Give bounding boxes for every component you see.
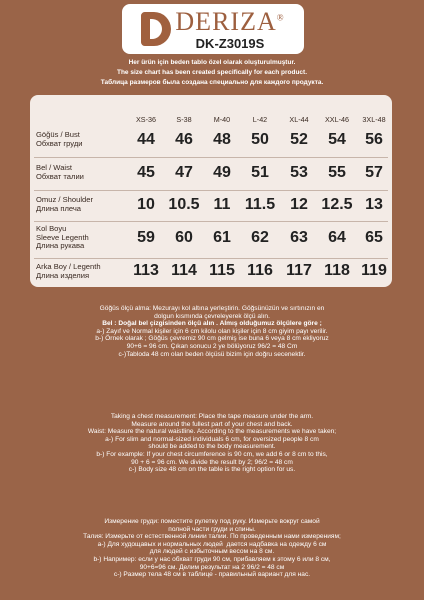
row-divider	[34, 157, 388, 158]
table-cell: 62	[251, 229, 269, 246]
table-cell: 50	[251, 131, 269, 148]
table-cell: 63	[290, 229, 308, 246]
note-line: для людей с избыточным весом на 8 см.	[149, 548, 275, 556]
table-cell: 116	[247, 262, 273, 279]
english-instructions	[0, 413, 424, 474]
brand-text-group	[175, 6, 285, 51]
size-chart-table	[30, 95, 392, 287]
table-cell: 12	[290, 196, 308, 213]
table-cell: 118	[324, 262, 350, 279]
table-cell: 45	[137, 164, 155, 181]
russian-instructions	[0, 518, 424, 579]
size-header: 3XL-48	[362, 115, 386, 124]
row-label: Göğüs / Bust Обхват груди	[36, 130, 83, 148]
row-label: Bel / Waist Обхват талии	[36, 163, 84, 181]
table-cell: 12.5	[321, 196, 353, 213]
table-cell: 44	[137, 131, 155, 148]
note-line: 90+6=96 см. Делим результат на 2 96/2 = 48 см	[139, 563, 285, 571]
table-cell: 65	[365, 229, 383, 246]
intro-text	[0, 58, 424, 88]
note-line: Измерение груди: поместите рулетку под руку. Измерьте вокруг самой	[104, 518, 320, 525]
note-line: Measure around the fullest part of your chest and back.	[131, 420, 293, 428]
table-cell: 59	[137, 229, 155, 246]
note-line: Waist: Measure the natural waistline. According to the measurements we have taken;	[87, 428, 337, 436]
note-line: Bel : Doğal bel çizgisinden ölçü alın . Almış olduğumuz ölçülere göre ;	[102, 320, 322, 328]
table-cell: 57	[365, 164, 383, 181]
table-row-sleeve	[30, 223, 392, 257]
table-row-length	[30, 259, 392, 287]
table-cell: 64	[328, 229, 346, 246]
note-line: 90 + 6 = 96 cm. We divide the result by 2; 96/2 = 48 cm	[131, 458, 293, 466]
row-label: Arka Boy / Legenth Длина изделия	[36, 262, 101, 280]
table-cell: 47	[175, 164, 193, 181]
note-line: a-) Для худощавых и нормальных людей дается надбавка на одежду 6 см	[97, 540, 327, 548]
row-divider	[34, 221, 388, 222]
table-cell: 61	[213, 229, 231, 246]
table-cell: 10.5	[168, 196, 200, 213]
note-line: c-) Размер тела 48 см в таблице - правильный вариант для нас.	[113, 571, 311, 579]
brand-name: DERIZA®	[175, 6, 285, 36]
note-line: b-) Например: если у нас обхват груди 90 см, прибавляем к этому 6 или 8 см,	[93, 555, 331, 563]
note-line: полной части груди и спины.	[168, 525, 256, 533]
model-code: DK-Z3019S	[195, 35, 265, 51]
size-header: XS-36	[136, 115, 156, 124]
table-cell: 53	[290, 164, 308, 181]
table-cell: 11	[213, 196, 231, 213]
note-line: Taking a chest measurement: Place the tape measure under the arm.	[110, 413, 314, 420]
row-divider	[34, 190, 388, 191]
table-row-bust	[30, 127, 392, 157]
size-header: L-42	[252, 115, 268, 124]
table-cell: 52	[290, 131, 308, 148]
intro-line-en: The size chart has been created specifically for each product.	[116, 69, 307, 76]
size-header: XL-44	[289, 115, 309, 124]
note-line: dolgun kısmında çevreleyerek ölçü alın.	[154, 312, 270, 320]
size-header: M-40	[213, 115, 231, 124]
table-cell: 115	[209, 262, 235, 279]
note-line: b-) For example: If your chest circumference is 90 cm, we add 6 or 8 cm to this,	[96, 450, 328, 458]
table-row-shoulder	[30, 192, 392, 222]
table-cell: 51	[251, 164, 269, 181]
table-cell: 119	[361, 262, 387, 279]
size-header: S-38	[176, 115, 192, 124]
table-row-waist	[30, 159, 392, 189]
brand-logo-box	[122, 4, 304, 54]
table-cell: 114	[171, 262, 197, 279]
table-cell: 54	[328, 131, 346, 148]
note-line: c-) Body size 48 cm on the table is the right option for us.	[128, 466, 296, 474]
table-cell: 13	[365, 196, 383, 213]
table-cell: 49	[213, 164, 231, 181]
note-line: c-)Tabloda 48 cm olan beden ölçüsü bizim için doğru secenektir.	[118, 350, 306, 358]
table-cell: 113	[133, 262, 159, 279]
table-cell: 46	[175, 131, 193, 148]
intro-line-tr: Her ürün için beden tablo özel olarak oluşturulmuştur.	[128, 59, 296, 66]
intro-line-ru: Таблица размеров была создана специально для каждого продукта.	[100, 79, 324, 86]
table-cell: 56	[365, 131, 383, 148]
table-cell: 60	[175, 229, 193, 246]
row-label: Omuz / Shoulder Длина плеча	[36, 195, 93, 213]
table-cell: 55	[328, 164, 346, 181]
table-cell: 48	[213, 131, 231, 148]
note-line: Талия: Измерьте от естественной линии талии. По проведенным нами измерениям;	[83, 533, 341, 541]
table-cell: 10	[137, 196, 155, 213]
table-cell: 11.5	[244, 196, 276, 213]
row-label: Kol Boyu Sleeve Legenth Длина рукава	[36, 224, 89, 251]
note-line: a-) Zayıf ve Normal kişiler için 6 cm kilolu olan kişiler için 8 cm giyim payı verilir.	[96, 327, 328, 335]
turkish-instructions	[0, 305, 424, 358]
table-cell: 117	[286, 262, 312, 279]
note-line: b-) Örnek olarak ; Göğüs çevremiz 90 cm gelmiş ise buna 6 veya 8 cm ekliyoruz	[95, 335, 329, 343]
note-line: 90+6 = 96 cm. Çıkan sonucu 2 ye bölüyoruz 96/2 = 48 Cm	[126, 342, 298, 350]
size-header: XXL-46	[325, 115, 349, 124]
note-line: a-) For slim and normal-sized individuals 6 cm, for oversized people 8 cm	[105, 435, 319, 443]
deriza-logo-icon	[141, 12, 171, 46]
note-line: should be added to the body measurement.	[148, 443, 276, 451]
note-line: Göğüs ölçü alma: Mezurayı kol altına yerleştirin. Göğsünüzün ve sırtınızın en	[99, 305, 325, 312]
